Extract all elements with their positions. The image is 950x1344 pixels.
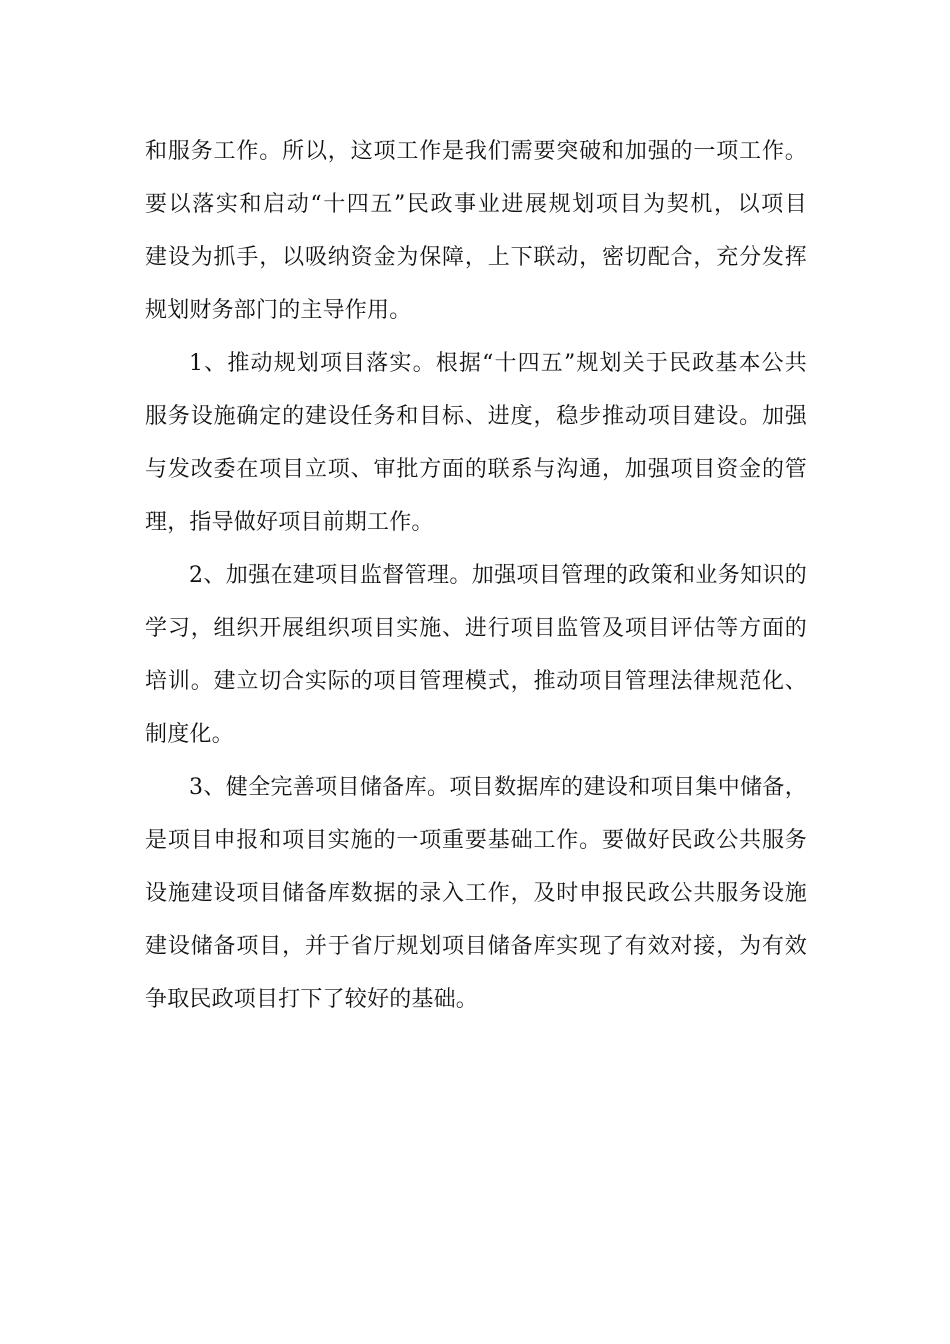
text-line: 制度化。 [145, 722, 234, 747]
text-line: 培训。建立切合实际的项目管理模式，推动项目管理法律规范化、 [145, 669, 807, 694]
paragraph-item-3 [145, 761, 807, 1026]
text-line: 设施建设项目储备库数据的录入工作，及时申报民政公共服务设施 [145, 881, 807, 906]
paragraph-item-2 [145, 549, 807, 761]
text-line: 与发改委在项目立项、审批方面的联系与沟通，加强项目资金的管 [145, 457, 807, 482]
text-line: 2、加强在建项目监督管理。加强项目管理的政策和业务知识的 [189, 563, 807, 588]
text-line: 要以落实和启动“十四五”民政事业进展规划项目为契机，以项目 [145, 192, 807, 217]
text-line: 争取民政项目打下了较好的基础。 [145, 987, 479, 1012]
text-line: 建设为抓手，以吸纳资金为保障，上下联动，密切配合，充分发挥 [145, 245, 807, 270]
text-line: 学习，组织开展组织项目实施、进行项目监管及项目评估等方面的 [145, 616, 807, 641]
text-line: 和服务工作。所以，这项工作是我们需要突破和加强的一项工作。 [145, 139, 807, 164]
paragraph-item-1 [145, 337, 807, 549]
document-page [145, 125, 807, 1026]
text-line: 理，指导做好项目前期工作。 [145, 510, 434, 535]
paragraph-intro [145, 125, 807, 337]
text-line: 服务设施确定的建设任务和目标、进度，稳步推动项目建设。加强 [145, 404, 807, 429]
text-line: 1、推动规划项目落实。根据“十四五”规划关于民政基本公共 [189, 351, 807, 376]
text-line: 是项目申报和项目实施的一项重要基础工作。要做好民政公共服务 [145, 828, 807, 853]
text-line: 3、健全完善项目储备库。项目数据库的建设和项目集中储备， [189, 775, 807, 800]
text-line: 建设储备项目，并于省厅规划项目储备库实现了有效对接，为有效 [145, 934, 807, 959]
text-line: 规划财务部门的主导作用。 [145, 298, 412, 323]
